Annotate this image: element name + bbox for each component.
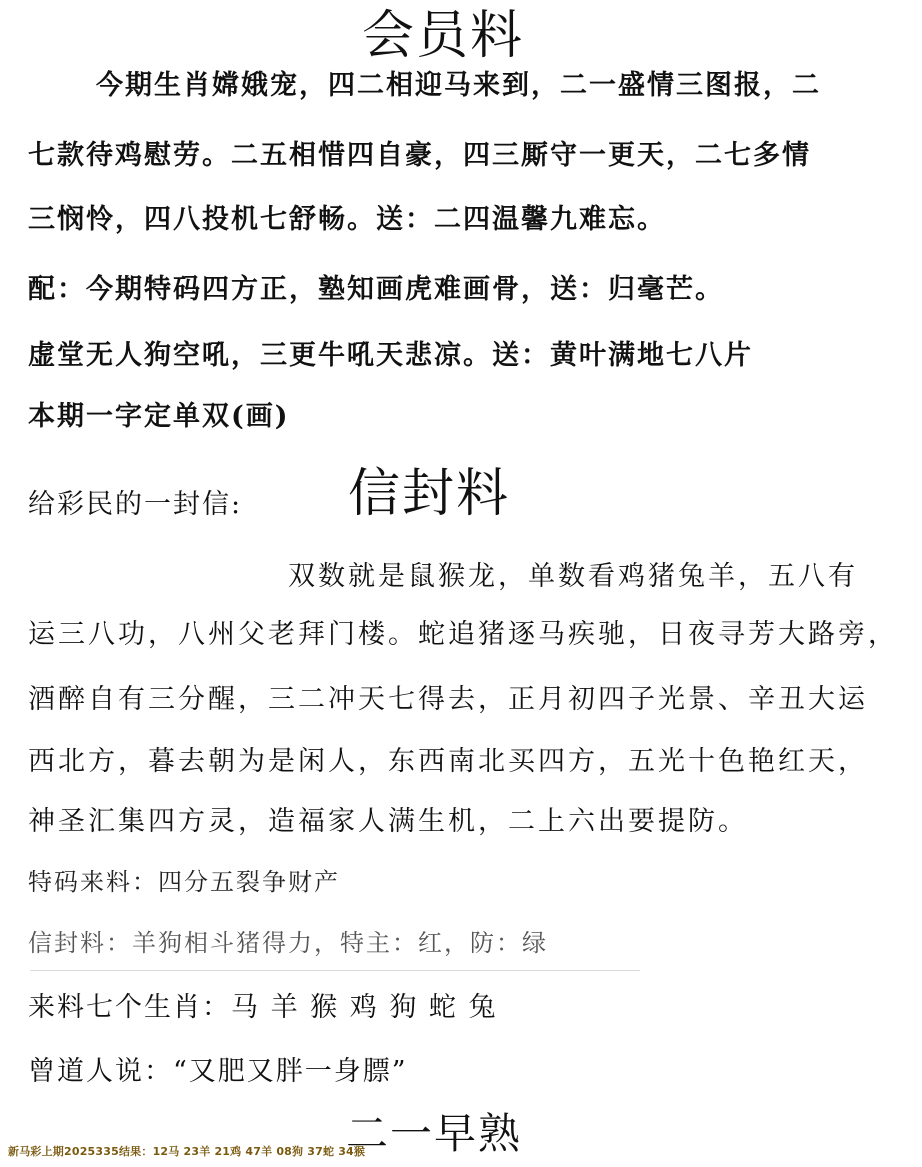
- intro-line-1: 今期生肖嫦娥宠，四二相迎马来到，二一盛情三图报，二: [96, 70, 821, 101]
- letter-line-2: 运三八功，八州父老拜门楼。蛇追猪逐马疾驰，日夜寻芳大路旁，: [28, 619, 898, 650]
- intro-line-3: 三悯怜，四八投机七舒畅。送：二四温馨九难忘。: [28, 204, 666, 235]
- letter-line-3: 酒醉自有三分醒，三二冲天七得去，正月初四子光景、辛丑大运: [28, 684, 868, 715]
- page-title: 会员料: [362, 6, 525, 66]
- letter-title: 信封料: [348, 464, 511, 524]
- bottom-title: 二一早熟: [346, 1109, 523, 1158]
- divider-mark: [30, 970, 640, 971]
- letter-label: 给彩民的一封信:: [28, 489, 243, 520]
- letter-line-4: 西北方，暮去朝为是闲人，东西南北买四方，五光十色艳红天，: [28, 746, 868, 777]
- intro-line-2: 七款待鸡慰劳。二五相惜四自豪，四三厮守一更天，二七多情: [28, 140, 811, 171]
- taoist-saying: 曾道人说：“又肥又胖一身膘”: [28, 1056, 408, 1087]
- letter-line-5: 神圣汇集四方灵，造福家人满生机，二上六出要提防。: [28, 806, 748, 837]
- footer-result: 新马彩上期2025335结果：12马 23羊 21鸡 47羊 08狗 37蛇 34猴: [8, 1145, 366, 1158]
- letter-line-1: 双数就是鼠猴龙，单数看鸡猪兔羊，五八有: [288, 561, 858, 592]
- line-five: 虚堂无人狗空吼，三更牛吼天悲凉。送：黄叶满地七八片: [28, 340, 753, 371]
- seven-zodiacs: 来料七个生肖：马 羊 猴 鸡 狗 蛇 兔: [28, 992, 498, 1023]
- line-four: 配：今期特码四方正，塾知画虎难画骨，送：归毫芒。: [28, 274, 724, 305]
- line-six: 本期一字定单双(画): [28, 401, 290, 432]
- envelope-source: 信封料：羊狗相斗猪得力，特主：红，防：绿: [28, 929, 548, 957]
- special-source: 特码来料：四分五裂争财产: [28, 868, 340, 896]
